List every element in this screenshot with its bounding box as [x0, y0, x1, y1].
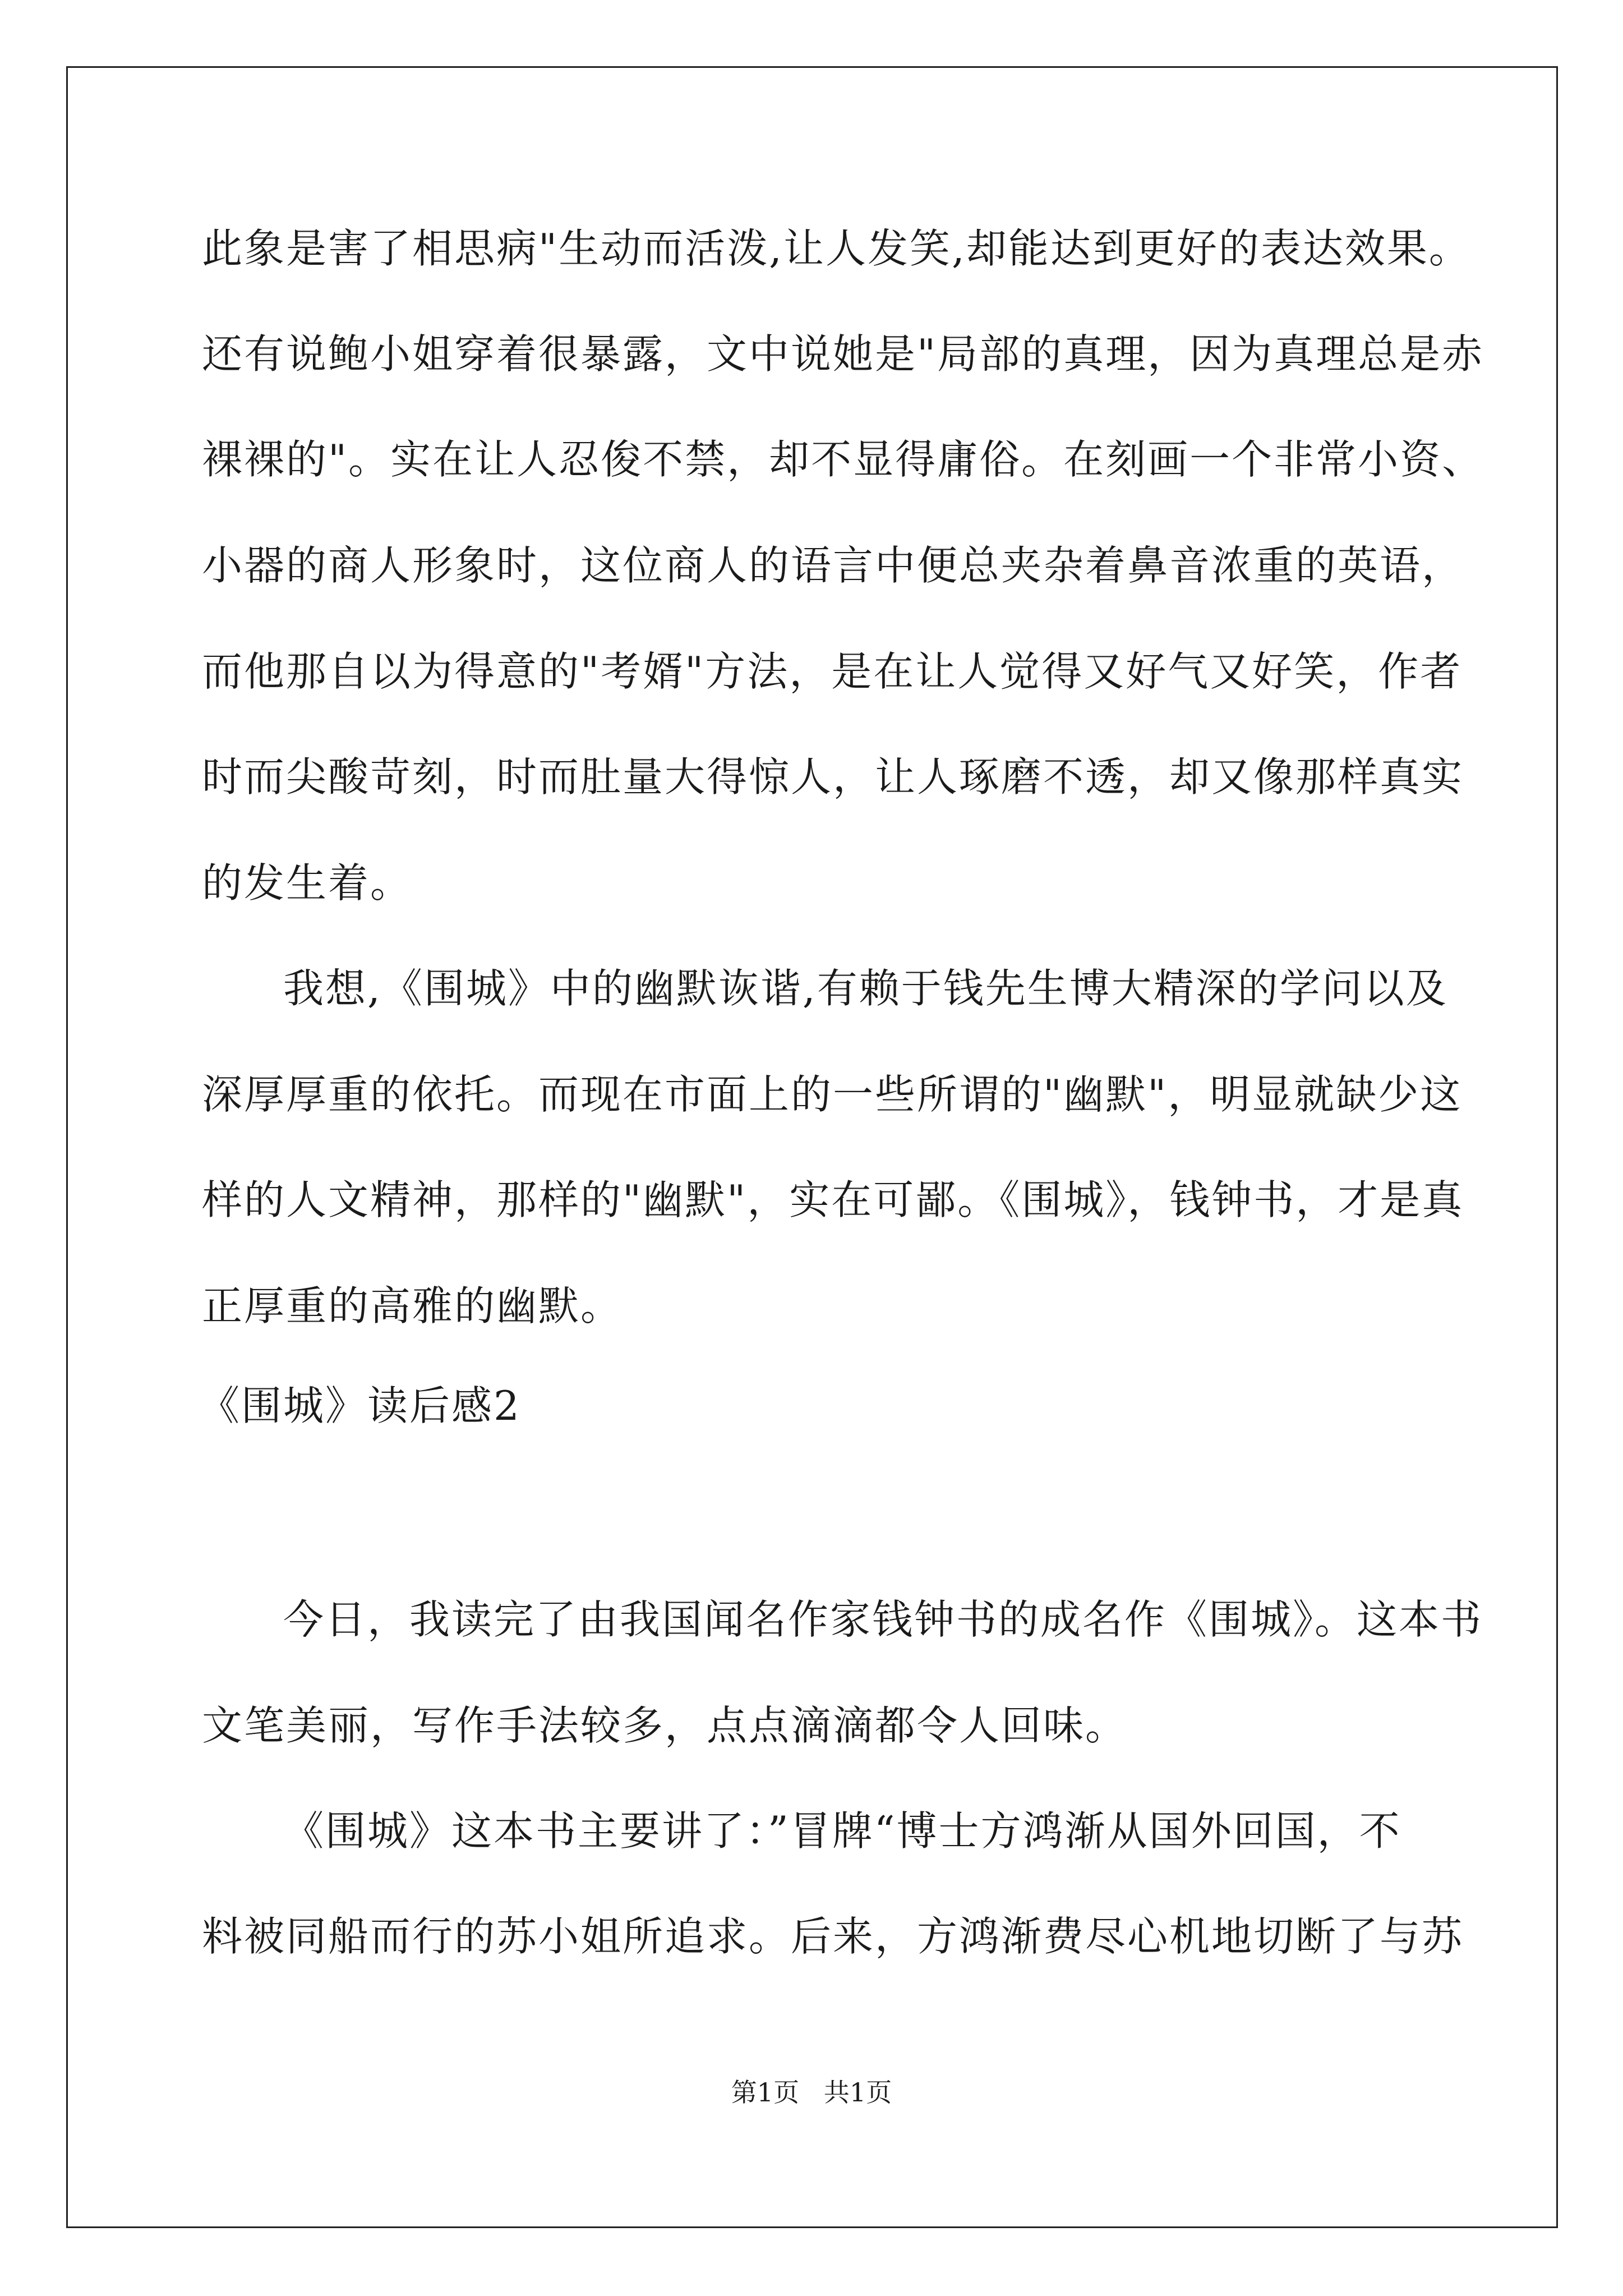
paragraph-first-line: 今日，我读完了由我国闻名作家钱钟书的成名作《围城》。这本书 — [283, 1596, 1483, 1643]
text-line: 裸裸的"。实在让人忍俊不禁，却不显得庸俗。在刻画一个非常小资、 — [202, 436, 1484, 483]
text-line: 正厚重的高雅的幽默。 — [202, 1282, 623, 1329]
text-line: 还有说鲍小姐穿着很暴露，文中说她是"局部的真理，因为真理总是赤 — [202, 330, 1484, 378]
paragraph-first-line: 我想,《围城》中的幽默诙谐,有赖于钱先生博大精深的学问以及 — [283, 965, 1448, 1012]
text-line: 此象是害了相思病"生动而活泼,让人发笑,却能达到更好的表达效果。 — [202, 225, 1471, 272]
text-line: 的发生着。 — [202, 859, 413, 907]
text-line: 文笔美丽，写作手法较多，点点滴滴都令人回味。 — [202, 1702, 1128, 1749]
page-footer: 第1页 共1页 — [731, 2077, 892, 2108]
paragraph-first-line: 《围城》这本书主要讲了：”冒牌“博士方鸿渐从国外回国，不 — [283, 1807, 1401, 1855]
section-heading: 《围城》读后感2 — [199, 1382, 521, 1429]
text-line: 时而尖酸苛刻，时而肚量大得惊人，让人琢磨不透，却又像那样真实 — [202, 753, 1464, 800]
text-line: 样的人文精神，那样的"幽默"，实在可鄙。《围城》，钱钟书，才是真 — [202, 1176, 1464, 1223]
text-line: 而他那自以为得意的"考婿"方法，是在让人觉得又好气又好笑，作者 — [202, 648, 1463, 695]
text-line: 料被同船而行的苏小姐所追求。后来，方鸿渐费尽心机地切断了与苏 — [202, 1913, 1464, 1960]
page-border — [66, 66, 1558, 2228]
text-line: 小器的商人形象时，这位商人的语言中便总夹杂着鼻音浓重的英语， — [202, 542, 1464, 589]
text-line: 深厚厚重的依托。而现在市面上的一些所谓的"幽默"，明显就缺少这 — [202, 1071, 1463, 1118]
